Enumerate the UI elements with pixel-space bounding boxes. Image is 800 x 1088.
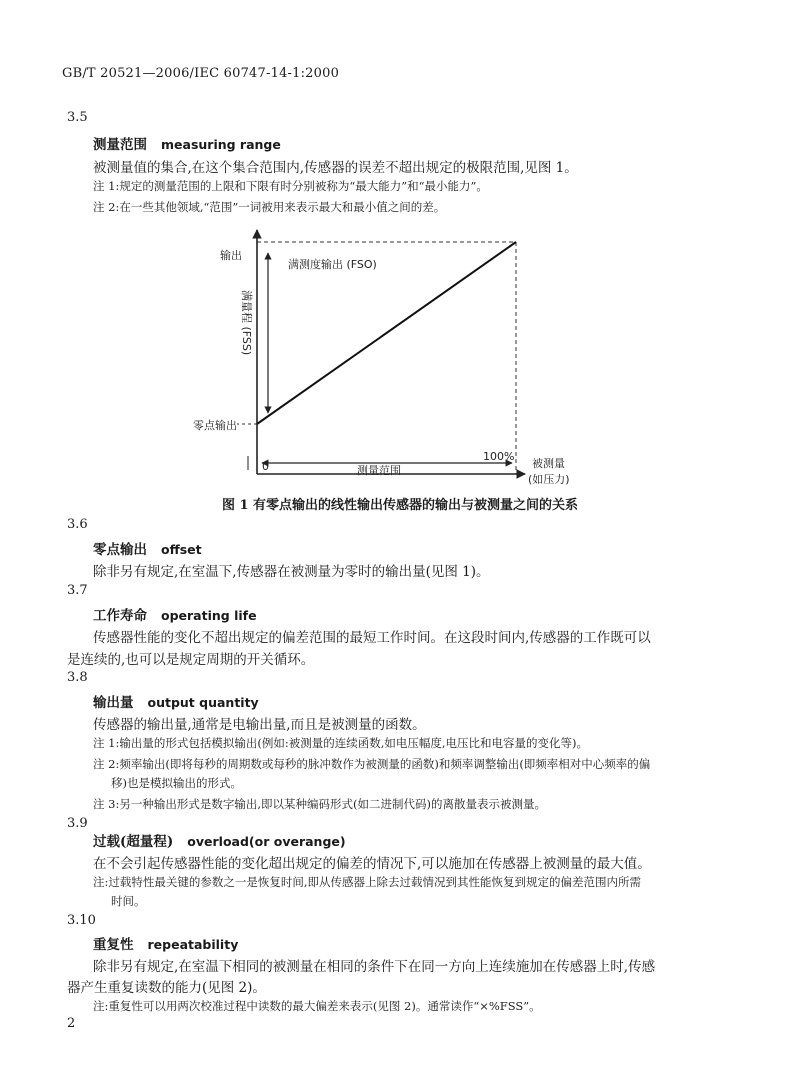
term-en: output quantity (147, 695, 259, 710)
standard-id: GB/T 20521—2006/IEC 60747-14-1:2000 (62, 66, 340, 81)
note-3-5-2: 注 2:在一些其他领域,“范围”一词被用来表示最大和最小值之间的差。 (93, 200, 446, 214)
term-en: repeatability (147, 937, 239, 952)
section-number-3-10: 3.10 (67, 913, 96, 928)
fss-label: 满量程 (FSS) (240, 290, 253, 356)
term-operating-life (93, 604, 257, 624)
term-offset (93, 538, 202, 558)
term-en: measuring range (161, 137, 281, 152)
term-cn: 过载(超量程) (93, 834, 174, 850)
zero-output-label: 零点输出 (193, 419, 237, 432)
note-3-5-1: 注 1:规定的测量范围的上限和下限有时分别被称为“最大能力”和“最小能力”。 (93, 179, 488, 193)
definition-3-7-line-2: 是连续的,也可以是规定周期的开关循环。 (67, 652, 315, 668)
section-number-3-9: 3.9 (67, 816, 88, 831)
note-3-9-line-2: 时间。 (111, 894, 146, 908)
term-en: overload(or overange) (187, 834, 346, 849)
section-number-3-8: 3.8 (67, 670, 88, 685)
section-number-3-5: 3.5 (67, 110, 88, 125)
term-cn: 测量范围 (93, 137, 147, 153)
term-output-quantity (93, 691, 259, 711)
term-en: offset (161, 542, 202, 557)
term-cn: 重复性 (93, 937, 134, 953)
hundred-percent-label: 100% (483, 450, 515, 463)
figure-1-caption: 图 1 有零点输出的线性输出传感器的输出与被测量之间的关系 (221, 498, 579, 513)
note-3-8-2-line-2: 移)也是模拟输出的形式。 (111, 776, 242, 790)
note-3-10: 注:重复性可以用两次校准过程中读数的最大偏差来表示(见图 2)。通常读作“×%FSS”。 (93, 999, 541, 1013)
page-number: 2 (67, 1016, 76, 1031)
range-label: 测量范围 (357, 464, 401, 477)
section-number-3-7: 3.7 (67, 583, 88, 598)
term-en: operating life (161, 608, 257, 623)
measurand-label: 被测量 (532, 457, 565, 470)
definition-3-7-line-1: 传感器性能的变化不超出规定的偏差范围的最短工作时间。在这段时间内,传感器的工作既可以 (93, 630, 651, 646)
definition-3-10-line-2: 器产生重复读数的能力(见图 2)。 (67, 980, 266, 996)
y-output-label: 输出 (220, 249, 242, 262)
note-3-8-2-line-1: 注 2:频率输出(即将每秒的周期数或每秒的脉冲数作为被测量的函数)和频率调整输出(即频率相对中心频率的偏 (93, 757, 651, 771)
definition-3-10-line-1: 除非另有规定,在室温下相同的被测量在相同的条件下在同一方向上连续施加在传感器上时,传感 (93, 959, 656, 975)
note-3-8-1: 注 1:输出量的形式包括模拟输出(例如:被测量的连续函数,如电压幅度,电压比和电容量的变化等)。 (93, 736, 589, 750)
measurand-example-label: (如压力) (528, 473, 570, 486)
definition-3-9: 在不会引起传感器性能的变化超出规定的偏差的情况下,可以施加在传感器上被测量的最大值。 (93, 856, 651, 872)
section-number-3-6: 3.6 (67, 517, 88, 532)
note-3-8-3: 注 3:另一种输出形式是数字输出,即以某种编码形式(如二进制代码)的离散量表示被测量。 (93, 797, 546, 811)
definition-3-8: 传感器的输出量,通常是电输出量,而且是被测量的函数。 (93, 717, 426, 733)
term-repeatability (93, 933, 238, 953)
figure-1-chart (0, 0, 800, 500)
term-cn: 输出量 (93, 695, 134, 711)
definition-3-6: 除非另有规定,在室温下,传感器在被测量为零时的输出量(见图 1)。 (93, 564, 490, 580)
note-3-9-line-1: 注:过载特性最关键的参数之一是恢复时间,即从传感器上除去过载情况到其性能恢复到规定的偏差范围内所需 (93, 875, 642, 889)
term-overload (93, 830, 346, 850)
term-cn: 零点输出 (93, 542, 147, 558)
term-cn: 工作寿命 (93, 608, 147, 624)
x-zero-label: 0 (262, 460, 269, 473)
fso-label: 满测度输出 (FSO) (288, 258, 377, 271)
definition-3-5: 被测量值的集合,在这个集合范围内,传感器的误差不超出规定的极限范围,见图 1。 (93, 160, 578, 176)
